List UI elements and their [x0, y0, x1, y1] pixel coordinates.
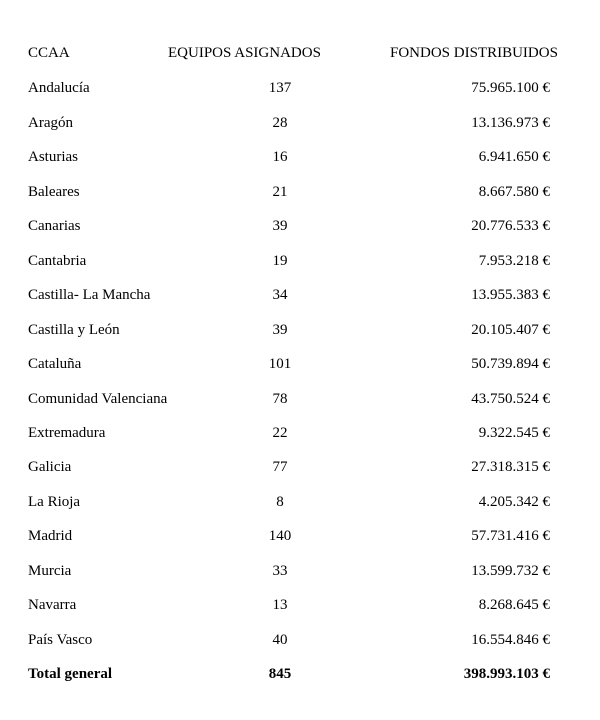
row-equipos: 39 — [272, 322, 288, 338]
row-fondos: 13.955.383 € — [471, 287, 550, 303]
row-fondos: 43.750.524 € — [471, 391, 550, 407]
row-ccaa: Andalucía — [28, 80, 90, 96]
row-equipos: 8 — [276, 494, 284, 510]
row-equipos: 19 — [272, 253, 288, 269]
row-equipos: 140 — [268, 528, 292, 544]
table-row — [0, 628, 600, 652]
total-row — [0, 662, 600, 686]
row-fondos: 16.554.846 € — [471, 632, 550, 648]
row-equipos: 28 — [272, 115, 288, 131]
row-fondos: 75.965.100 € — [471, 80, 550, 96]
row-ccaa: Galicia — [28, 459, 72, 475]
row-ccaa: Canarias — [28, 218, 81, 234]
row-fondos: 27.318.315 € — [471, 459, 550, 475]
row-ccaa: Castilla- La Mancha — [28, 287, 151, 303]
table-header — [0, 41, 600, 65]
table-row — [0, 145, 600, 169]
row-equipos: 77 — [272, 459, 288, 475]
row-ccaa: País Vasco — [28, 632, 93, 648]
row-fondos: 13.599.732 € — [471, 563, 550, 579]
row-fondos: 8.268.645 € — [478, 597, 550, 613]
row-ccaa: Aragón — [28, 115, 73, 131]
table-row — [0, 283, 600, 307]
table-row — [0, 249, 600, 273]
row-ccaa: Cataluña — [28, 356, 82, 372]
row-equipos: 13 — [272, 597, 288, 613]
row-fondos: 20.776.533 € — [471, 218, 550, 234]
table-row — [0, 559, 600, 583]
table-row — [0, 524, 600, 548]
table-row — [0, 180, 600, 204]
row-fondos: 13.136.973 € — [471, 115, 550, 131]
row-equipos: 101 — [268, 356, 292, 372]
row-fondos: 9.322.545 € — [478, 425, 550, 441]
header-ccaa: CCAA — [28, 45, 70, 61]
table-row — [0, 214, 600, 238]
row-fondos: 20.105.407 € — [471, 322, 550, 338]
row-ccaa: Asturias — [28, 149, 78, 165]
row-equipos: 22 — [272, 425, 288, 441]
row-ccaa: Extremadura — [28, 425, 106, 441]
row-fondos: 50.739.894 € — [471, 356, 550, 372]
row-equipos: 16 — [272, 149, 288, 165]
table-row — [0, 318, 600, 342]
row-fondos: 8.667.580 € — [478, 184, 550, 200]
row-fondos: 4.205.342 € — [478, 494, 550, 510]
row-equipos: 137 — [268, 80, 292, 96]
row-equipos: 34 — [272, 287, 288, 303]
total-equipos: 845 — [268, 666, 292, 682]
row-equipos: 33 — [272, 563, 288, 579]
table-row — [0, 387, 600, 411]
row-equipos: 78 — [272, 391, 288, 407]
row-equipos: 21 — [272, 184, 288, 200]
total-label: Total general — [28, 666, 113, 682]
table-row — [0, 352, 600, 376]
row-ccaa: Murcia — [28, 563, 72, 579]
row-ccaa: Comunidad Valenciana — [28, 391, 168, 407]
table-row — [0, 421, 600, 445]
row-ccaa: Cantabria — [28, 253, 87, 269]
header-fondos: FONDOS DISTRIBUIDOS — [390, 45, 558, 61]
row-ccaa: Baleares — [28, 184, 80, 200]
row-equipos: 40 — [272, 632, 288, 648]
total-fondos: 398.993.103 € — [463, 666, 550, 682]
row-ccaa: Madrid — [28, 528, 73, 544]
row-ccaa: Navarra — [28, 597, 77, 613]
table-row — [0, 111, 600, 135]
row-ccaa: Castilla y León — [28, 322, 120, 338]
row-fondos: 57.731.416 € — [471, 528, 550, 544]
row-fondos: 7.953.218 € — [478, 253, 550, 269]
table-row — [0, 455, 600, 479]
table-row — [0, 593, 600, 617]
row-fondos: 6.941.650 € — [478, 149, 550, 165]
row-ccaa: La Rioja — [28, 494, 81, 510]
table-row — [0, 76, 600, 100]
table-row — [0, 490, 600, 514]
header-equipos: EQUIPOS ASIGNADOS — [168, 45, 321, 61]
row-equipos: 39 — [272, 218, 288, 234]
